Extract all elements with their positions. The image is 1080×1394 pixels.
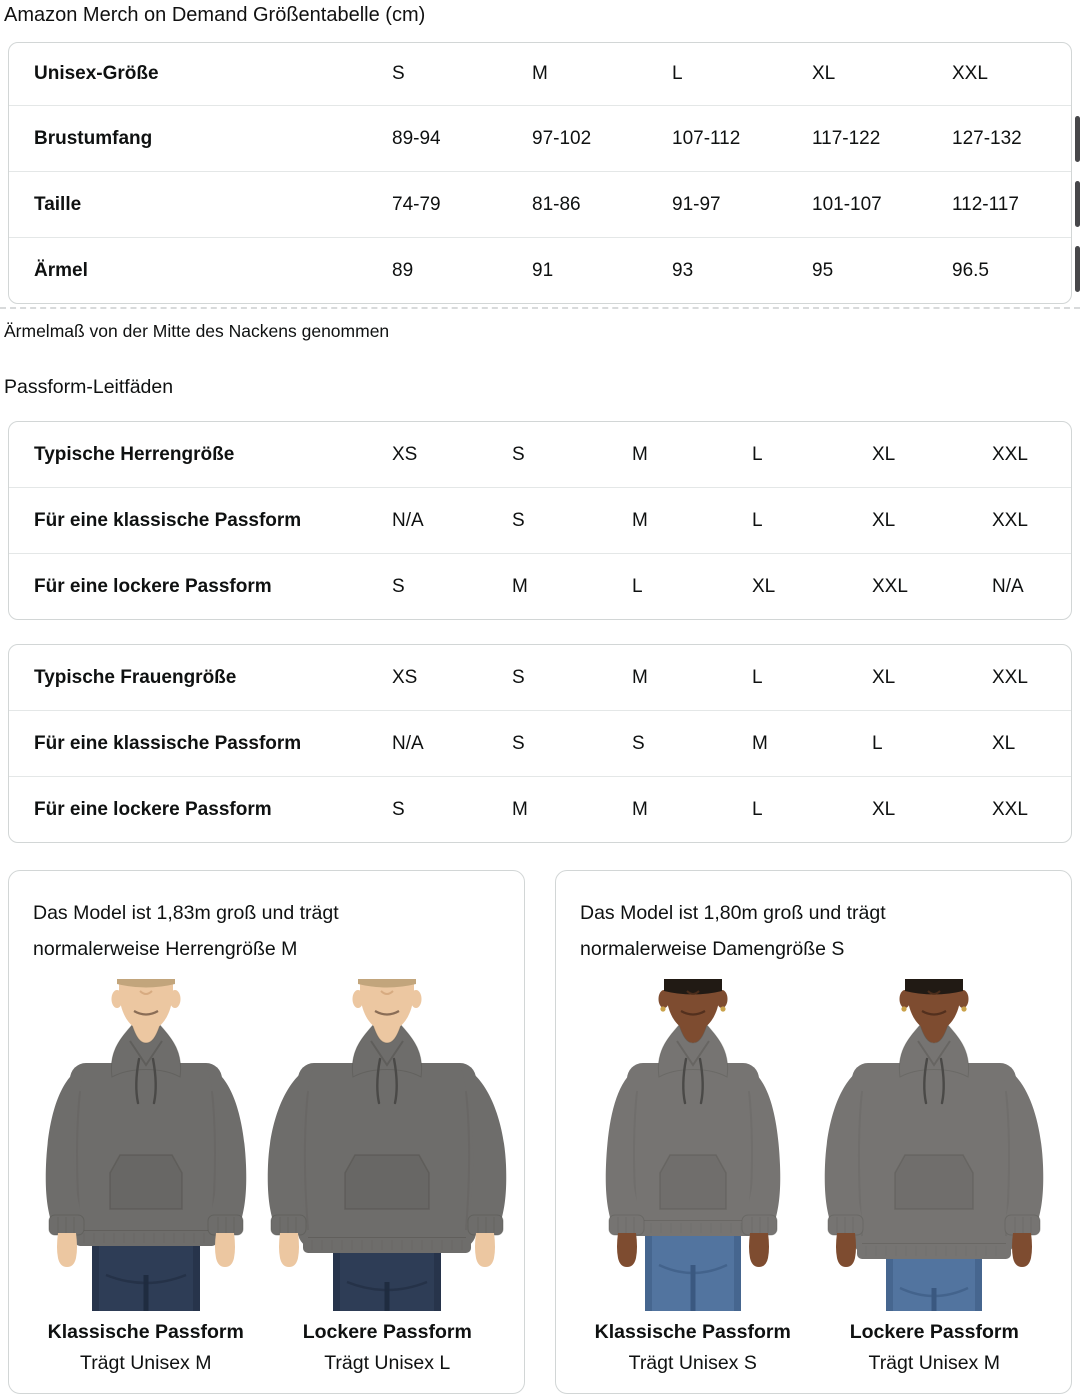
size-cell: S bbox=[512, 732, 525, 754]
column-header: XXL bbox=[952, 63, 988, 84]
row-label: Für eine lockere Passform bbox=[34, 575, 272, 597]
female-model-classic-fit-photo bbox=[573, 979, 813, 1311]
men-fit-table bbox=[8, 421, 1072, 620]
size-cell: 101-107 bbox=[812, 193, 882, 215]
column-header: M bbox=[632, 443, 648, 465]
size-cell: L bbox=[872, 732, 883, 754]
size-cell: M bbox=[512, 798, 528, 820]
womens-model-card bbox=[555, 870, 1072, 1394]
male-model-loose-fit-photo bbox=[267, 979, 507, 1311]
model-description: Das Model ist 1,83m groß und trägt normalerweise Herrengröße M bbox=[33, 902, 339, 961]
row-label: Für eine klassische Passform bbox=[34, 732, 302, 754]
size-cell: S bbox=[632, 732, 645, 754]
size-cell: XL bbox=[872, 509, 896, 531]
size-cell: N/A bbox=[992, 575, 1024, 597]
column-header: XS bbox=[392, 443, 418, 465]
size-cell: XL bbox=[752, 575, 776, 597]
fit-caption: Lockere Passform bbox=[849, 1321, 1019, 1344]
page-title: Amazon Merch on Demand Größentabelle (cm) bbox=[4, 4, 426, 26]
column-header: XL bbox=[872, 443, 896, 465]
size-cell: 89-94 bbox=[392, 127, 441, 149]
size-cell: 97-102 bbox=[532, 127, 592, 149]
dashed-divider bbox=[0, 307, 1080, 309]
model-cards bbox=[8, 870, 1072, 1394]
figure-column bbox=[25, 979, 267, 1375]
table-row bbox=[9, 645, 1071, 710]
cutoff-text-sliver bbox=[1075, 181, 1080, 227]
column-header: L bbox=[752, 443, 763, 465]
column-header: S bbox=[512, 443, 525, 465]
column-header: S bbox=[392, 63, 405, 84]
size-cell: S bbox=[512, 509, 525, 531]
figure-column bbox=[814, 979, 1056, 1375]
column-header: XL bbox=[812, 63, 836, 84]
table-row bbox=[9, 43, 1071, 105]
row-label: Typische Herrengröße bbox=[34, 443, 235, 465]
column-header: M bbox=[532, 63, 548, 84]
size-cell: M bbox=[632, 798, 648, 820]
mens-model-card bbox=[8, 870, 525, 1394]
column-header: XL bbox=[872, 666, 896, 688]
row-label: Typische Frauengröße bbox=[34, 666, 237, 688]
size-caption: Trägt Unisex S bbox=[628, 1352, 757, 1375]
column-header: S bbox=[512, 666, 525, 688]
row-label: Für eine lockere Passform bbox=[34, 798, 272, 820]
size-cell: S bbox=[392, 575, 405, 597]
fit-guides-heading: Passform-Leitfäden bbox=[4, 376, 174, 398]
table-row bbox=[9, 422, 1071, 487]
size-cell: 127-132 bbox=[952, 127, 1022, 149]
size-cell: 107-112 bbox=[672, 127, 741, 149]
size-cell: L bbox=[752, 509, 763, 531]
table-row bbox=[9, 710, 1071, 776]
fit-caption: Klassische Passform bbox=[594, 1321, 791, 1344]
column-header: XS bbox=[392, 666, 418, 688]
size-cell: 112-117 bbox=[952, 193, 1019, 215]
female-model-loose-fit-photo bbox=[814, 979, 1054, 1311]
size-table bbox=[8, 42, 1072, 304]
size-cell: S bbox=[392, 798, 405, 820]
size-cell: XXL bbox=[872, 575, 908, 597]
fit-caption: Klassische Passform bbox=[47, 1321, 244, 1344]
row-label: Ärmel bbox=[34, 259, 88, 281]
sleeve-measure-note: Ärmelmaß von der Mitte des Nackens genommen bbox=[4, 321, 390, 341]
size-cell: 74-79 bbox=[392, 193, 441, 215]
table-row bbox=[9, 553, 1071, 619]
figures-row bbox=[25, 979, 508, 1375]
column-header: XXL bbox=[992, 443, 1028, 465]
size-cell: 117-122 bbox=[812, 127, 881, 149]
size-caption: Trägt Unisex M bbox=[868, 1352, 1000, 1375]
size-cell: N/A bbox=[392, 732, 424, 754]
cutoff-text-sliver bbox=[1075, 246, 1080, 292]
size-cell: 96.5 bbox=[952, 259, 989, 281]
size-caption: Trägt Unisex M bbox=[80, 1352, 212, 1375]
size-cell: 93 bbox=[672, 259, 694, 281]
column-header: L bbox=[752, 666, 763, 688]
size-cell: M bbox=[632, 509, 648, 531]
women-fit-table bbox=[8, 644, 1072, 843]
size-cell: XL bbox=[992, 732, 1016, 754]
figure-column bbox=[267, 979, 509, 1375]
table-row bbox=[9, 171, 1071, 237]
row-label: Für eine klassische Passform bbox=[34, 509, 302, 531]
model-description: Das Model ist 1,80m groß und trägt normalerweise Damengröße S bbox=[580, 902, 886, 961]
row-label: Brustumfang bbox=[34, 127, 153, 149]
column-header: XXL bbox=[992, 666, 1028, 688]
table-row bbox=[9, 487, 1071, 553]
size-cell: 91 bbox=[532, 259, 554, 281]
cutoff-text-sliver bbox=[1075, 116, 1080, 162]
size-cell: 95 bbox=[812, 259, 834, 281]
figure-column bbox=[572, 979, 814, 1375]
fit-caption: Lockere Passform bbox=[302, 1321, 472, 1344]
size-cell: 89 bbox=[392, 259, 414, 281]
size-cell: M bbox=[752, 732, 768, 754]
table-row bbox=[9, 237, 1071, 303]
size-cell: M bbox=[512, 575, 528, 597]
size-cell: XXL bbox=[992, 798, 1028, 820]
male-model-classic-fit-photo bbox=[26, 979, 266, 1311]
table-row bbox=[9, 105, 1071, 171]
size-cell: 91-97 bbox=[672, 193, 721, 215]
size-cell: L bbox=[752, 798, 763, 820]
column-header: L bbox=[672, 63, 683, 84]
size-table-region bbox=[0, 42, 1080, 304]
figures-row bbox=[572, 979, 1055, 1375]
size-cell: 81-86 bbox=[532, 193, 581, 215]
size-cell: XL bbox=[872, 798, 896, 820]
size-cell: XXL bbox=[992, 509, 1028, 531]
size-caption: Trägt Unisex L bbox=[324, 1352, 451, 1375]
size-cell: L bbox=[632, 575, 643, 597]
table-row bbox=[9, 776, 1071, 842]
column-header: M bbox=[632, 666, 648, 688]
row-label: Unisex-Größe bbox=[34, 63, 159, 84]
row-label: Taille bbox=[34, 193, 82, 215]
size-cell: N/A bbox=[392, 509, 424, 531]
